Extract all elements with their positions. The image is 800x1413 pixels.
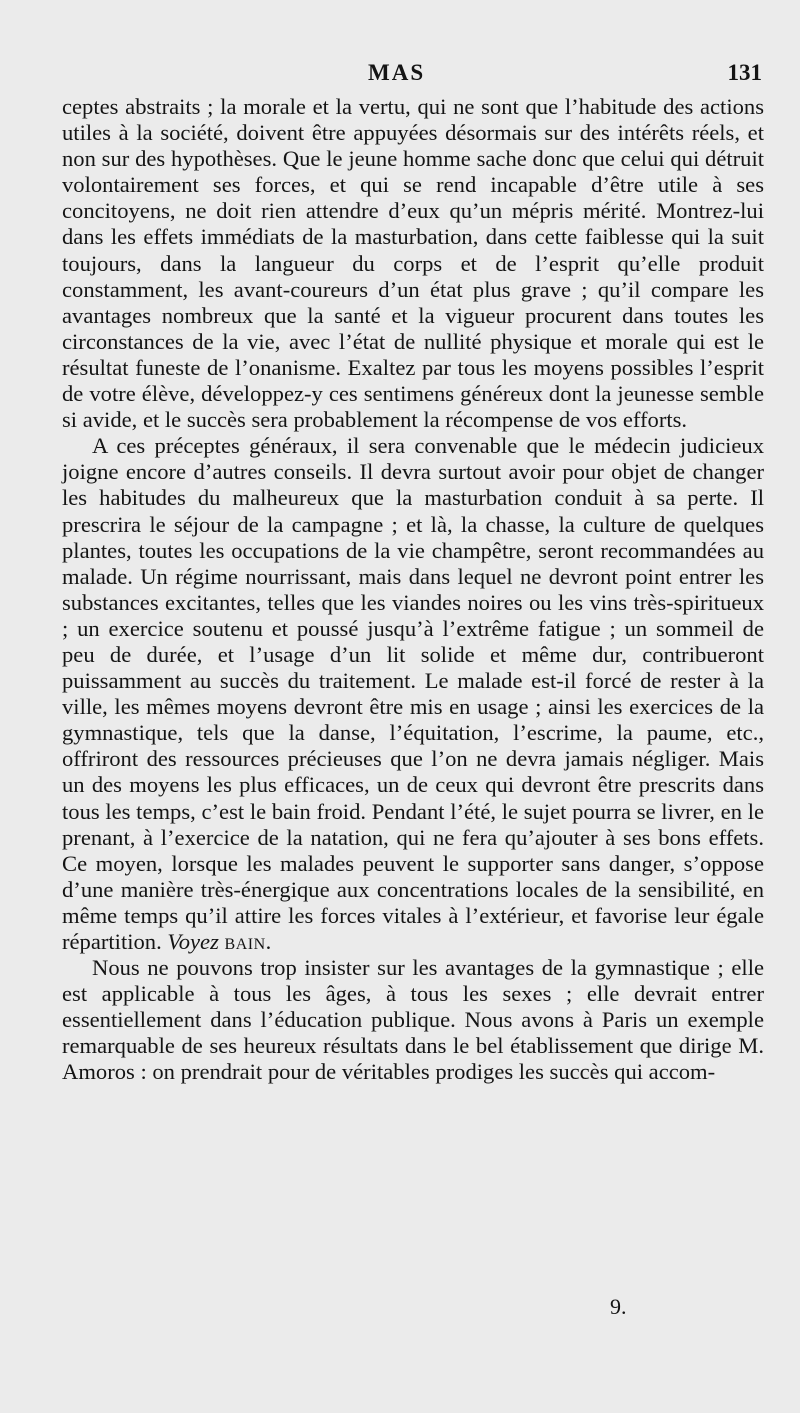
signature-mark: 9. (610, 1294, 627, 1319)
paragraph-1 (62, 94, 764, 433)
paragraph-2 (62, 433, 764, 955)
paragraph-1-text: ceptes abstraits ; la morale et la vertu, qui ne sont que l’habitude des actions utiles à la société, doivent être appuyées désormais sur des intérêts réels, et non sur des hypothèses. Que le jeune homme sache donc que celui qui détruit volontairement ses forces, et qui se rend incapable d’être utile à ses concitoyens, ne doit rien attendre d’eux qu’un mépris mérité. Montrez-lui dans les effets immédiats de la masturbation, dans cette faiblesse qui la suit toujours, dans la langueur du corps et de l’esprit qu’elle produit constamment, les avant-coureurs d’un état plus grave ; qu’il compare les avantages nombreux que la santé et la vigueur procurent dans toutes les circonstances de la vie, avec l’état de nullité physique et morale qui est le résultat funeste de l’onanisme. Exaltez par tous les moyens possibles l’esprit de votre élève, développez-y ces sentimens généreux dont la jeunesse semble si avide, et le succès sera probablement la récompense de vos efforts. (62, 94, 764, 433)
see-reference-target: bain. (224, 929, 272, 954)
page-header (62, 60, 764, 94)
page-number: 131 (727, 60, 762, 85)
see-reference-label: Voyez (167, 929, 219, 954)
running-head: MAS (368, 60, 426, 85)
main-text (62, 94, 764, 1086)
paragraph-2-text: A ces préceptes généraux, il sera convenable que le médecin judicieux joigne encore d’autres conseils. Il devra surtout avoir pour objet de changer les habitudes du malheureux que la masturbation conduit à sa perte. Il prescrira le séjour de la campagne ; et là, la chasse, la culture de quelques plantes, toutes les occupations de la vie champêtre, seront recommandées au malade. Un régime nourrissant, mais dans lequel ne devront point entrer les substances excitantes, telles que les viandes noires ou les vins très-spiritueux ; un exercice soutenu et poussé jusqu’à l’extrême fatigue ; un sommeil de peu de durée, et l’usage d’un lit solide et même dur, contribueront puissamment au succès du traitement. Le malade est-il forcé de rester à la ville, les mêmes moyens devront être mis en usage ; ainsi les exercices de la gymnastique, tels que la danse, l’équitation, l’escrime, la paume, etc., offriront des ressources précieuses que l’on ne devra jamais négliger. Mais un des moyens les plus efficaces, un de ceux qui devront être prescrits dans tous les temps, c’est le bain froid. Pendant l’été, le sujet pourra se livrer, en le prenant, à l’exercice de la natation, qui ne fera qu’ajouter à ses bons effets. Ce moyen, lorsque les malades peuvent le supporter sans danger, s’oppose d’une manière très-énergique aux concentrations locales de la sensibilité, en même temps qu’il attire les forces vitales à l’extérieur, et favorise leur égale répartition. (62, 433, 764, 954)
paragraph-3 (62, 955, 764, 1085)
paragraph-3-text: Nous ne pouvons trop insister sur les avantages de la gymnastique ; elle est applicable à tous les âges, à tous les sexes ; elle devrait entrer essentiellement dans l’éducation publique. Nous avons à Paris un exemple remarquable de ses heureux résultats dans le bel établissement que dirige M. Amoros : on prendrait pour de véritables prodiges les succès qui accom- (62, 955, 764, 1085)
